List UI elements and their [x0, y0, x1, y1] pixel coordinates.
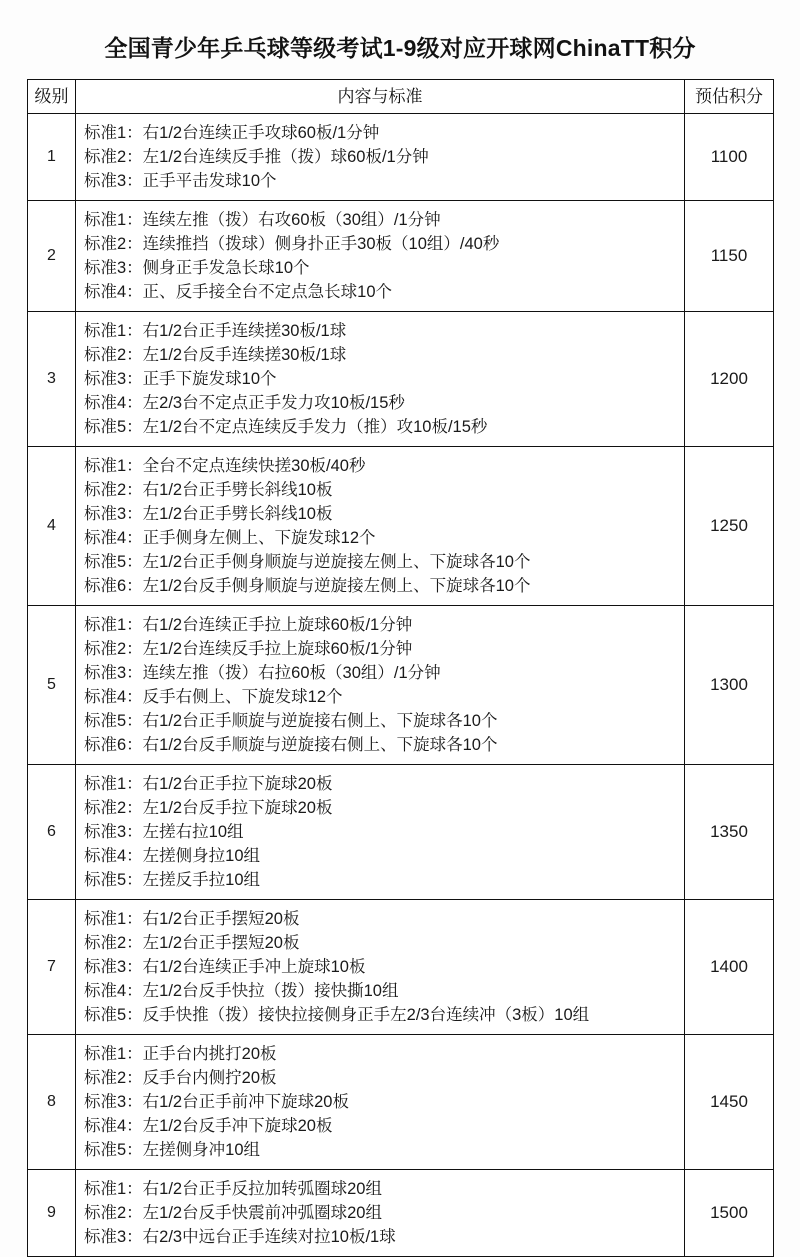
cell-content-standards [76, 1035, 685, 1170]
cell-level: 7 [28, 900, 76, 1035]
cell-level: 4 [28, 447, 76, 606]
standard-line: 标准3：连续左推（拨）右拉60板（30组）/1分钟 [84, 664, 441, 682]
standard-line: 标准1：右1/2台连续正手攻球60板/1分钟 [84, 124, 380, 142]
cell-level: 1 [28, 114, 76, 201]
cell-estimated-points: 1300 [685, 606, 774, 765]
grade-standards-table [27, 79, 774, 1257]
standard-line: 标准5：左1/2台正手侧身顺旋与逆旋接左侧上、下旋球各10个 [84, 553, 531, 571]
table-body [28, 114, 774, 1257]
cell-estimated-points: 1100 [685, 114, 774, 201]
standard-line: 标准3：右2/3中远台正手连续对拉10板/1球 [84, 1228, 396, 1246]
cell-content-standards [76, 900, 685, 1035]
standard-line: 标准4：反手右侧上、下旋发球12个 [84, 688, 343, 706]
table-row [28, 765, 774, 900]
cell-content-standards [76, 312, 685, 447]
cell-content-standards [76, 447, 685, 606]
cell-level: 3 [28, 312, 76, 447]
cell-content-standards [76, 201, 685, 312]
cell-level: 8 [28, 1035, 76, 1170]
standard-line: 标准4：正、反手接全台不定点急长球10个 [84, 283, 393, 301]
standard-line: 标准2：左1/2台反手拉下旋球20板 [84, 799, 333, 817]
standard-line: 标准1：正手台内挑打20板 [84, 1045, 277, 1063]
standard-line: 标准5：右1/2台正手顺旋与逆旋接右侧上、下旋球各10个 [84, 712, 498, 730]
standard-line: 标准3：右1/2台正手前冲下旋球20板 [84, 1093, 349, 1111]
standard-line: 标准1：右1/2台正手反拉加转弧圈球20组 [84, 1180, 382, 1198]
standard-line: 标准2：左1/2台连续反手拉上旋球60板/1分钟 [84, 640, 413, 658]
standard-line: 标准5：左搓反手拉10组 [84, 871, 261, 889]
column-header-level: 级别 [28, 80, 76, 114]
cell-estimated-points: 1400 [685, 900, 774, 1035]
standard-line: 标准1：右1/2台正手摆短20板 [84, 910, 300, 928]
standard-line: 标准2：左1/2台连续反手推（拨）球60板/1分钟 [84, 148, 429, 166]
standard-line: 标准6：左1/2台反手侧身顺旋与逆旋接左侧上、下旋球各10个 [84, 577, 531, 595]
cell-estimated-points: 1350 [685, 765, 774, 900]
standard-line: 标准3：左搓右拉10组 [84, 823, 244, 841]
standard-line: 标准4：左1/2台反手快拉（拨）接快撕10组 [84, 982, 399, 1000]
cell-level: 9 [28, 1170, 76, 1257]
standard-line: 标准4：左2/3台不定点正手发力攻10板/15秒 [84, 394, 405, 412]
cell-estimated-points: 1250 [685, 447, 774, 606]
standard-line: 标准6：右1/2台反手顺旋与逆旋接右侧上、下旋球各10个 [84, 736, 498, 754]
table-row [28, 201, 774, 312]
table-row [28, 1035, 774, 1170]
table-row [28, 312, 774, 447]
cell-estimated-points: 1500 [685, 1170, 774, 1257]
column-header-points: 预估积分 [685, 80, 774, 114]
cell-content-standards [76, 765, 685, 900]
standard-line: 标准1：右1/2台正手拉下旋球20板 [84, 775, 333, 793]
standard-line: 标准2：反手台内侧拧20板 [84, 1069, 277, 1087]
standard-line: 标准1：全台不定点连续快搓30板/40秒 [84, 457, 366, 475]
standard-line: 标准4：左1/2台反手冲下旋球20板 [84, 1117, 333, 1135]
standard-line: 标准5：左搓侧身冲10组 [84, 1141, 261, 1159]
table-header-row [28, 80, 774, 114]
standard-line: 标准1：右1/2台连续正手拉上旋球60板/1分钟 [84, 616, 413, 634]
standard-line: 标准5：反手快推（拨）接快拉接侧身正手左2/3台连续冲（3板）10组 [84, 1006, 590, 1024]
standard-line: 标准3：正手下旋发球10个 [84, 370, 277, 388]
table-row [28, 447, 774, 606]
cell-content-standards [76, 606, 685, 765]
standard-line: 标准5：左1/2台不定点连续反手发力（推）攻10板/15秒 [84, 418, 488, 436]
standard-line: 标准3：正手平击发球10个 [84, 172, 277, 190]
column-header-content: 内容与标准 [76, 80, 685, 114]
standard-line: 标准2：左1/2台反手连续搓30板/1球 [84, 346, 347, 364]
cell-level: 6 [28, 765, 76, 900]
cell-estimated-points: 1450 [685, 1035, 774, 1170]
cell-content-standards [76, 114, 685, 201]
standard-line: 标准2：连续推挡（拨球）侧身扑正手30板（10组）/40秒 [84, 235, 500, 253]
cell-level: 5 [28, 606, 76, 765]
standard-line: 标准4：左搓侧身拉10组 [84, 847, 261, 865]
table-row [28, 900, 774, 1035]
table-header [28, 80, 774, 114]
table-row [28, 1170, 774, 1257]
standard-line: 标准1：连续左推（拨）右攻60板（30组）/1分钟 [84, 211, 441, 229]
cell-estimated-points: 1150 [685, 201, 774, 312]
standard-line: 标准4：正手侧身左侧上、下旋发球12个 [84, 529, 376, 547]
standard-line: 标准1：右1/2台正手连续搓30板/1球 [84, 322, 347, 340]
cell-level: 2 [28, 201, 76, 312]
standard-line: 标准3：右1/2台连续正手冲上旋球10板 [84, 958, 366, 976]
cell-content-standards [76, 1170, 685, 1257]
standard-line: 标准2：右1/2台正手劈长斜线10板 [84, 481, 333, 499]
standard-line: 标准2：左1/2台正手摆短20板 [84, 934, 300, 952]
table-row [28, 606, 774, 765]
table-row [28, 114, 774, 201]
standard-line: 标准2：左1/2台反手快震前冲弧圈球20组 [84, 1204, 382, 1222]
cell-estimated-points: 1200 [685, 312, 774, 447]
standard-line: 标准3：侧身正手发急长球10个 [84, 259, 310, 277]
standard-line: 标准3：左1/2台正手劈长斜线10板 [84, 505, 333, 523]
page-title: 全国青少年乒乓球等级考试1-9级对应开球网ChinaTT积分 [104, 35, 696, 61]
